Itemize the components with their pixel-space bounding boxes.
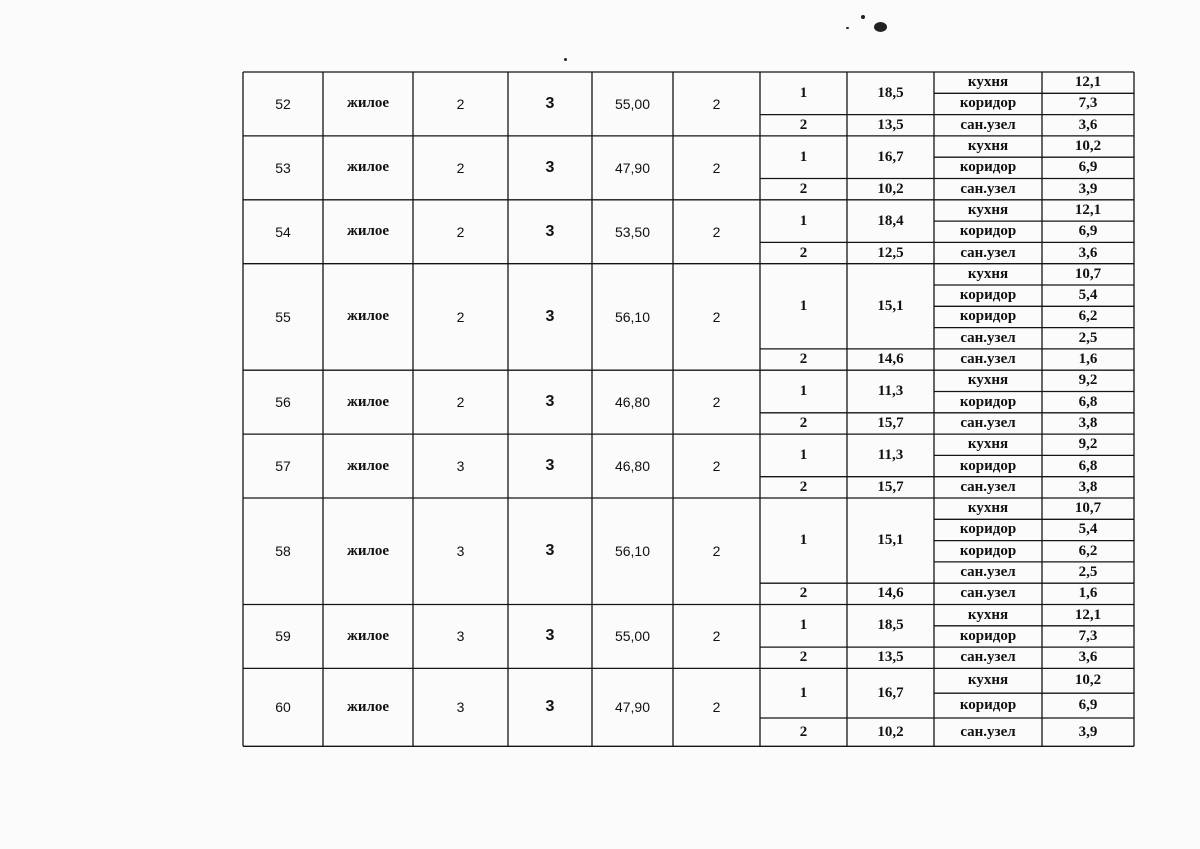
room-area: 14,6 (877, 351, 904, 368)
living-rooms-column: 2 (712, 159, 721, 176)
floor-number: 2 (456, 159, 465, 176)
room-number: 1 (799, 148, 808, 165)
auxiliary-room-name: кухня (967, 606, 1009, 623)
auxiliary-room-area: 6,9 (1078, 697, 1098, 714)
total-area: 47,90 (614, 699, 651, 716)
total-area: 56,10 (614, 543, 651, 560)
auxiliary-room-area: 3,9 (1078, 180, 1098, 197)
auxiliary-room-area: 3,6 (1078, 649, 1098, 666)
living-rooms-column: 2 (712, 308, 721, 325)
living-rooms-column: 2 (712, 628, 721, 645)
apartment-number: 58 (275, 543, 291, 560)
room-number: 2 (799, 585, 808, 602)
rooms-count: 3 (545, 542, 555, 560)
auxiliary-room-name: сан.узел (960, 564, 1016, 581)
auxiliary-room-area: 12,1 (1074, 74, 1102, 91)
auxiliary-room-name: коридор (959, 159, 1017, 176)
floor-number: 3 (456, 458, 465, 475)
auxiliary-room-area: 6,9 (1078, 159, 1098, 176)
room-number: 1 (799, 684, 808, 701)
total-area: 46,80 (614, 458, 651, 475)
apartment-number: 60 (275, 699, 291, 716)
auxiliary-room-name: сан.узел (960, 585, 1016, 602)
scan-mark (861, 15, 865, 19)
total-area: 53,50 (614, 223, 651, 240)
premises-type: жилое (346, 627, 390, 644)
auxiliary-room-name: коридор (959, 697, 1017, 714)
floor-number: 2 (456, 95, 465, 112)
auxiliary-room-name: кухня (967, 265, 1009, 282)
floor-number: 3 (456, 699, 465, 716)
premises-type: жилое (346, 457, 390, 474)
auxiliary-room-name: сан.узел (960, 329, 1016, 346)
room-number: 2 (799, 478, 808, 495)
auxiliary-room-area: 7,3 (1078, 627, 1098, 644)
apartment-number: 57 (275, 458, 291, 475)
premises-type: жилое (346, 698, 390, 715)
auxiliary-room-area: 12,1 (1074, 201, 1102, 218)
premises-type: жилое (346, 223, 390, 240)
auxiliary-room-area: 12,1 (1074, 606, 1102, 623)
auxiliary-room-name: кухня (967, 500, 1009, 517)
rooms-count: 3 (545, 393, 555, 411)
auxiliary-room-area: 3,8 (1078, 478, 1098, 495)
room-area: 15,1 (877, 532, 904, 549)
total-area: 47,90 (614, 159, 651, 176)
auxiliary-room-area: 6,8 (1078, 457, 1098, 474)
living-rooms-column: 2 (712, 543, 721, 560)
scan-mark (874, 22, 887, 32)
room-number: 2 (799, 244, 808, 261)
living-rooms-column: 2 (712, 95, 721, 112)
room-area: 11,3 (877, 446, 904, 463)
room-area: 13,5 (877, 649, 904, 666)
room-number: 1 (799, 297, 808, 314)
room-number: 1 (799, 212, 808, 229)
room-area: 16,7 (877, 148, 904, 165)
floor-number: 2 (456, 308, 465, 325)
auxiliary-room-area: 3,6 (1078, 244, 1098, 261)
apartment-number: 56 (275, 394, 291, 411)
living-rooms-column: 2 (712, 458, 721, 475)
floor-number: 2 (456, 394, 465, 411)
auxiliary-room-name: сан.узел (960, 414, 1016, 431)
room-number: 2 (799, 180, 808, 197)
auxiliary-room-name: коридор (959, 627, 1017, 644)
rooms-count: 3 (545, 94, 555, 112)
room-area: 13,5 (877, 116, 904, 133)
room-number: 2 (799, 649, 808, 666)
auxiliary-room-name: коридор (959, 542, 1017, 559)
room-number: 2 (799, 351, 808, 368)
rooms-count: 3 (545, 222, 555, 240)
total-area: 56,10 (614, 308, 651, 325)
auxiliary-room-area: 9,2 (1078, 436, 1098, 453)
apartment-number: 55 (275, 308, 291, 325)
room-number: 2 (799, 723, 808, 740)
auxiliary-room-name: сан.узел (960, 478, 1016, 495)
room-area: 18,5 (877, 84, 904, 101)
room-area: 16,7 (877, 684, 904, 701)
room-number: 1 (799, 84, 808, 101)
rooms-count: 3 (545, 457, 555, 475)
room-area: 10,2 (877, 180, 904, 197)
auxiliary-room-area: 3,9 (1078, 723, 1098, 740)
apartment-number: 52 (275, 95, 291, 112)
auxiliary-room-area: 6,2 (1078, 308, 1098, 325)
room-number: 1 (799, 532, 808, 549)
room-number: 1 (799, 617, 808, 634)
auxiliary-room-name: коридор (959, 393, 1017, 410)
scan-mark (564, 58, 567, 61)
auxiliary-room-area: 3,8 (1078, 414, 1098, 431)
auxiliary-room-name: сан.узел (960, 116, 1016, 133)
premises-type: жилое (346, 95, 390, 112)
auxiliary-room-area: 2,5 (1078, 329, 1098, 346)
apartment-number: 54 (275, 223, 291, 240)
auxiliary-room-name: сан.узел (960, 649, 1016, 666)
auxiliary-room-area: 3,6 (1078, 116, 1098, 133)
auxiliary-room-area: 2,5 (1078, 564, 1098, 581)
auxiliary-room-name: кухня (967, 672, 1009, 689)
room-area: 15,7 (877, 414, 904, 431)
total-area: 46,80 (614, 394, 651, 411)
auxiliary-room-name: коридор (959, 457, 1017, 474)
auxiliary-room-area: 10,2 (1074, 138, 1102, 155)
auxiliary-room-area: 6,2 (1078, 542, 1098, 559)
room-area: 18,5 (877, 617, 904, 634)
rooms-count: 3 (545, 698, 555, 716)
auxiliary-room-area: 9,2 (1078, 372, 1098, 389)
auxiliary-room-area: 10,7 (1074, 500, 1102, 517)
living-rooms-column: 2 (712, 394, 721, 411)
auxiliary-room-name: кухня (967, 138, 1009, 155)
room-area: 11,3 (877, 382, 904, 399)
auxiliary-room-name: сан.узел (960, 180, 1016, 197)
scan-mark (846, 27, 849, 29)
room-number: 1 (799, 446, 808, 463)
living-rooms-column: 2 (712, 699, 721, 716)
auxiliary-room-name: кухня (967, 372, 1009, 389)
auxiliary-room-area: 5,4 (1078, 287, 1098, 304)
auxiliary-room-name: коридор (959, 223, 1017, 240)
auxiliary-room-area: 10,7 (1074, 265, 1102, 282)
apartment-number: 59 (275, 628, 291, 645)
room-number: 1 (799, 382, 808, 399)
auxiliary-room-area: 1,6 (1078, 351, 1098, 368)
auxiliary-room-name: кухня (967, 74, 1009, 91)
room-area: 15,1 (877, 297, 904, 314)
premises-type: жилое (346, 308, 390, 325)
premises-type: жилое (346, 542, 390, 559)
auxiliary-room-name: сан.узел (960, 723, 1016, 740)
auxiliary-room-area: 6,9 (1078, 223, 1098, 240)
total-area: 55,00 (614, 95, 651, 112)
floor-number: 3 (456, 628, 465, 645)
auxiliary-room-name: кухня (967, 436, 1009, 453)
living-rooms-column: 2 (712, 223, 721, 240)
auxiliary-room-area: 10,2 (1074, 672, 1102, 689)
auxiliary-room-name: коридор (959, 287, 1017, 304)
room-area: 14,6 (877, 585, 904, 602)
rooms-count: 3 (545, 158, 555, 176)
room-number: 2 (799, 116, 808, 133)
auxiliary-room-name: коридор (959, 95, 1017, 112)
auxiliary-room-area: 7,3 (1078, 95, 1098, 112)
auxiliary-room-area: 6,8 (1078, 393, 1098, 410)
room-area: 10,2 (877, 723, 904, 740)
auxiliary-room-name: кухня (967, 201, 1009, 218)
apartment-number: 53 (275, 159, 291, 176)
room-area: 18,4 (877, 212, 904, 229)
auxiliary-room-area: 1,6 (1078, 585, 1098, 602)
room-number: 2 (799, 414, 808, 431)
premises-type: жилое (346, 159, 390, 176)
rooms-count: 3 (545, 307, 555, 325)
auxiliary-room-name: сан.узел (960, 244, 1016, 261)
premises-type: жилое (346, 393, 390, 410)
auxiliary-room-name: коридор (959, 521, 1017, 538)
auxiliary-room-name: коридор (959, 308, 1017, 325)
auxiliary-room-area: 5,4 (1078, 521, 1098, 538)
auxiliary-room-name: сан.узел (960, 351, 1016, 368)
rooms-count: 3 (545, 627, 555, 645)
room-area: 15,7 (877, 478, 904, 495)
room-area: 12,5 (877, 244, 904, 261)
total-area: 55,00 (614, 628, 651, 645)
floor-number: 2 (456, 223, 465, 240)
floor-number: 3 (456, 543, 465, 560)
